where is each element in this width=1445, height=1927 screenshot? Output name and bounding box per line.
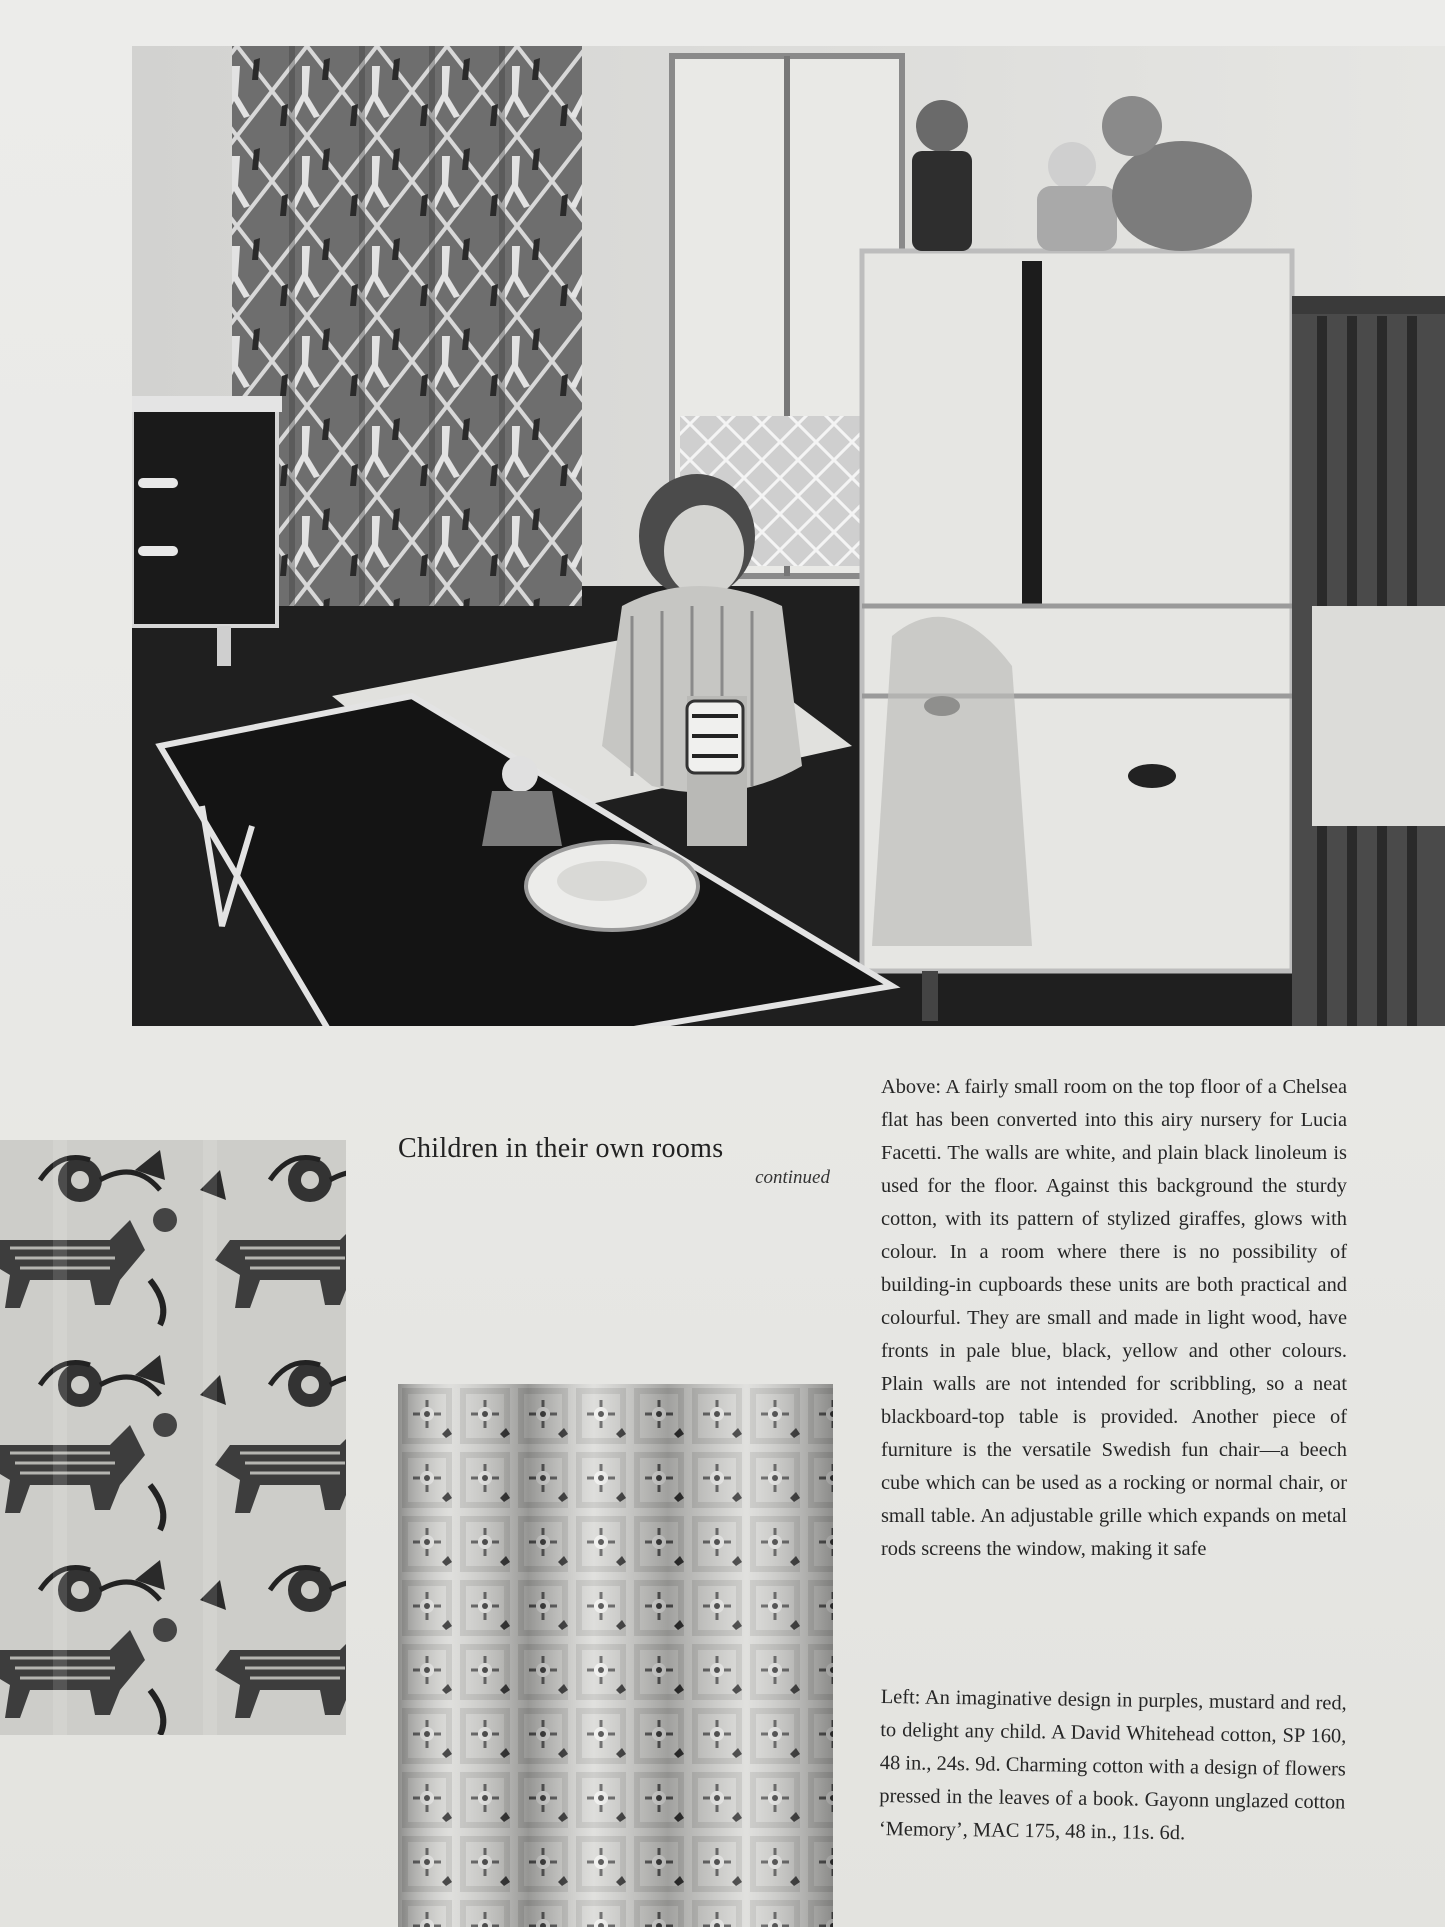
fabric-swatch-flowers-photo (398, 1384, 833, 1927)
nursery-photo (132, 46, 1445, 1026)
nursery-photo-illustration (132, 46, 1445, 1026)
article-heading-continued: continued (755, 1167, 830, 1188)
fabric-swatch-flowers-illustration (398, 1384, 833, 1927)
caption-above: Above: A fairly small room on the top floor of a Chelsea flat has been converted into this airy nursery for Lucia Facetti. The walls are white, and plain black linoleum is used for the floor. Against this background the sturdy cotton, with its pattern of stylized giraffes, glows with colour. In a room where there is no possibility of building-in cupboards these units are both practical and colourful. They are small and made in light wood, have fronts in pale blue, black, yellow and other colours. Plain walls are not intended for scribbling, so a neat blackboard-top table is provided. Another piece of furniture is the versatile Swedish fun chair—a beech cube which can be used as a rocking or normal chair, or small table. An adjustable grille which expands on metal rods screens the window, making it safe (881, 1076, 1347, 1560)
fabric-swatch-animals-illustration (0, 1140, 346, 1735)
caption-left: Left: An imaginative design in purples, mustard and red, to delight any child. A David Whitehead cotton, SP 160, 48 in., 24s. 9d. Charming cotton with a design of flowers pressed in the leaves of a book. Gayonn unglazed cotton ‘Memory’, MAC 175, 48 in., 11s. 6d. (878, 1685, 1347, 1845)
fabric-swatch-animals-photo (0, 1140, 346, 1735)
article-heading: Children in their own rooms (398, 1133, 724, 1164)
